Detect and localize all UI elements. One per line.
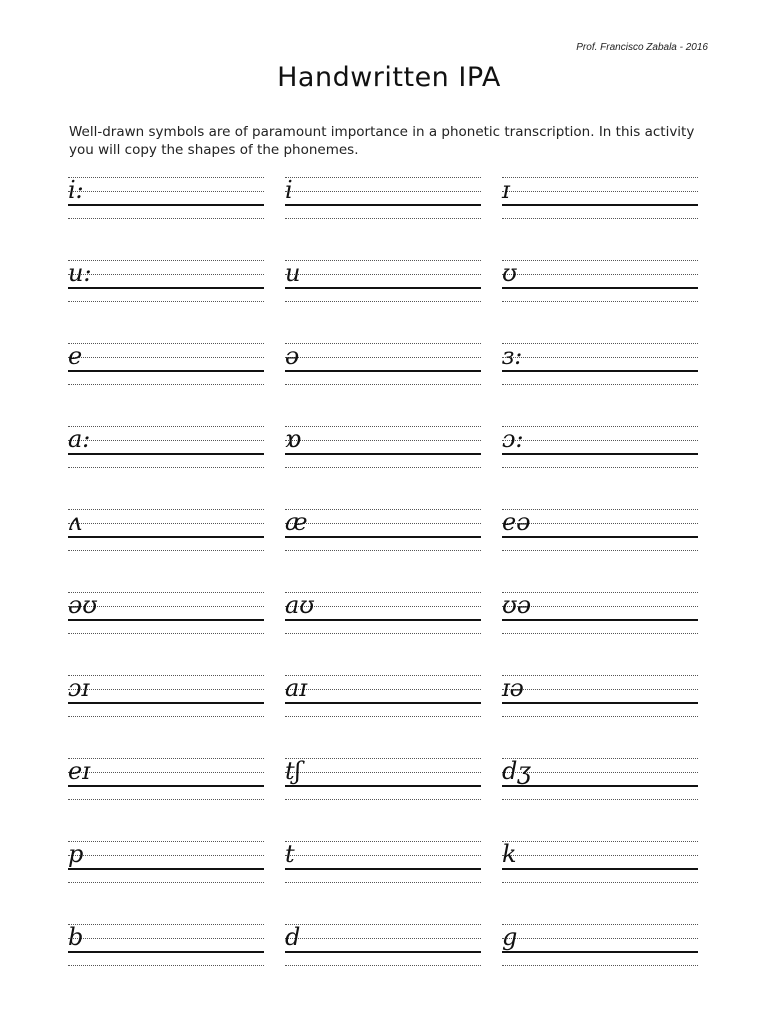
ipa-symbol: ɔɪ	[68, 674, 90, 702]
ipa-symbol: æ	[285, 508, 308, 536]
guide-rule	[68, 716, 264, 717]
ipa-symbol: g	[502, 923, 518, 951]
practice-cell[interactable]	[502, 177, 698, 223]
baseline-rule	[68, 702, 264, 704]
guide-rule	[502, 938, 698, 939]
baseline-rule	[502, 287, 698, 289]
baseline-rule	[502, 785, 698, 787]
baseline-rule	[502, 370, 698, 372]
baseline-rule	[285, 951, 481, 953]
guide-rule	[502, 689, 698, 690]
guide-rule	[68, 357, 264, 358]
guide-rule	[285, 191, 481, 192]
ipa-symbol: i:	[68, 176, 84, 204]
practice-cell[interactable]	[68, 343, 264, 389]
guide-rule	[68, 426, 264, 427]
guide-rule	[68, 509, 264, 510]
guide-rule	[68, 550, 264, 551]
practice-cell[interactable]	[502, 343, 698, 389]
ipa-symbol: ɜ:	[502, 342, 523, 370]
guide-rule	[502, 882, 698, 883]
guide-rule	[502, 592, 698, 593]
guide-rule	[502, 177, 698, 178]
guide-rule	[68, 260, 264, 261]
baseline-rule	[502, 536, 698, 538]
ipa-symbol: ʊə	[502, 591, 532, 619]
guide-rule	[502, 799, 698, 800]
guide-rule	[502, 274, 698, 275]
guide-rule	[285, 841, 481, 842]
ipa-symbol: tʃ	[285, 757, 302, 785]
guide-rule	[502, 301, 698, 302]
ipa-symbol: ʊ	[502, 259, 517, 287]
guide-rule	[502, 467, 698, 468]
ipa-symbol: t	[285, 840, 295, 868]
guide-rule	[285, 606, 481, 607]
guide-rule	[285, 467, 481, 468]
instructions-paragraph: Well-drawn symbols are of paramount importance in a phonetic transcription. In this activity you will copy the shapes of the phonemes.	[69, 124, 695, 158]
practice-cell[interactable]	[285, 509, 481, 555]
ipa-symbol: ʌ	[68, 508, 82, 536]
ipa-symbol: k	[502, 840, 517, 868]
guide-rule	[285, 343, 481, 344]
baseline-rule	[68, 785, 264, 787]
ipa-symbol: p	[68, 840, 84, 868]
guide-rule	[285, 550, 481, 551]
practice-cell[interactable]	[502, 592, 698, 638]
baseline-rule	[68, 619, 264, 621]
ipa-symbol: əʊ	[68, 591, 98, 619]
guide-rule	[285, 924, 481, 925]
guide-rule	[285, 218, 481, 219]
guide-rule	[502, 675, 698, 676]
practice-cell[interactable]	[502, 675, 698, 721]
ipa-symbol: eɪ	[68, 757, 90, 785]
guide-rule	[68, 301, 264, 302]
guide-rule	[502, 758, 698, 759]
guide-rule	[285, 675, 481, 676]
guide-rule	[68, 384, 264, 385]
guide-rule	[502, 509, 698, 510]
guide-rule	[502, 218, 698, 219]
baseline-rule	[502, 453, 698, 455]
practice-cell[interactable]	[285, 675, 481, 721]
guide-rule	[502, 357, 698, 358]
baseline-rule	[502, 868, 698, 870]
guide-rule	[502, 841, 698, 842]
guide-rule	[68, 675, 264, 676]
practice-cell[interactable]	[502, 260, 698, 306]
guide-rule	[285, 426, 481, 427]
guide-rule	[285, 260, 481, 261]
page-title: Handwritten IPA	[277, 62, 501, 93]
guide-rule	[68, 177, 264, 178]
practice-cell[interactable]	[68, 426, 264, 472]
ipa-symbol: ɒ	[285, 425, 302, 453]
practice-cell[interactable]	[285, 426, 481, 472]
ipa-symbol: u:	[68, 259, 92, 287]
guide-rule	[502, 924, 698, 925]
guide-rule	[502, 426, 698, 427]
guide-rule	[285, 772, 481, 773]
baseline-rule	[68, 951, 264, 953]
ipa-symbol: ə	[285, 342, 300, 370]
guide-rule	[285, 938, 481, 939]
guide-rule	[68, 218, 264, 219]
ipa-symbol: d	[285, 923, 301, 951]
practice-cell[interactable]	[502, 758, 698, 804]
practice-cell[interactable]	[68, 675, 264, 721]
practice-cell[interactable]	[68, 758, 264, 804]
practice-cell[interactable]	[285, 841, 481, 887]
baseline-rule	[285, 619, 481, 621]
guide-rule	[502, 260, 698, 261]
guide-rule	[502, 965, 698, 966]
guide-rule	[502, 191, 698, 192]
guide-rule	[68, 841, 264, 842]
ipa-symbol: aɪ	[285, 674, 307, 702]
guide-rule	[502, 343, 698, 344]
guide-rule	[502, 716, 698, 717]
guide-rule	[285, 716, 481, 717]
guide-rule	[68, 689, 264, 690]
guide-rule	[285, 689, 481, 690]
guide-rule	[68, 343, 264, 344]
ipa-symbol: aʊ	[285, 591, 315, 619]
baseline-rule	[68, 868, 264, 870]
guide-rule	[285, 799, 481, 800]
baseline-rule	[285, 287, 481, 289]
ipa-symbol: e	[68, 342, 83, 370]
practice-cell[interactable]	[68, 509, 264, 555]
guide-rule	[285, 758, 481, 759]
practice-cell[interactable]	[502, 509, 698, 555]
practice-cell[interactable]	[68, 592, 264, 638]
baseline-rule	[502, 204, 698, 206]
guide-rule	[285, 882, 481, 883]
guide-rule	[285, 523, 481, 524]
guide-rule	[502, 606, 698, 607]
guide-rule	[285, 592, 481, 593]
guide-rule	[285, 509, 481, 510]
baseline-rule	[68, 453, 264, 455]
baseline-rule	[285, 536, 481, 538]
guide-rule	[502, 855, 698, 856]
practice-cell[interactable]	[502, 426, 698, 472]
ipa-symbol: ɔ:	[502, 425, 524, 453]
guide-rule	[502, 772, 698, 773]
guide-rule	[68, 467, 264, 468]
baseline-rule	[285, 370, 481, 372]
guide-rule	[285, 855, 481, 856]
guide-rule	[502, 384, 698, 385]
guide-rule	[285, 440, 481, 441]
guide-rule	[68, 274, 264, 275]
guide-rule	[68, 633, 264, 634]
guide-rule	[68, 772, 264, 773]
baseline-rule	[285, 204, 481, 206]
baseline-rule	[68, 536, 264, 538]
ipa-symbol: a:	[68, 425, 91, 453]
practice-cell[interactable]	[285, 343, 481, 389]
baseline-rule	[502, 951, 698, 953]
guide-rule	[68, 799, 264, 800]
guide-rule	[68, 938, 264, 939]
practice-cell[interactable]	[285, 177, 481, 223]
ipa-symbol: u	[285, 259, 301, 287]
guide-rule	[68, 523, 264, 524]
practice-cell[interactable]	[68, 260, 264, 306]
ipa-symbol: eə	[502, 508, 531, 536]
guide-rule	[502, 550, 698, 551]
baseline-rule	[502, 702, 698, 704]
guide-rule	[285, 301, 481, 302]
guide-rule	[68, 592, 264, 593]
practice-cell[interactable]	[68, 924, 264, 970]
baseline-rule	[285, 868, 481, 870]
practice-cell[interactable]	[502, 924, 698, 970]
author-credit: Prof. Francisco Zabala - 2016	[576, 42, 708, 53]
guide-rule	[68, 606, 264, 607]
guide-rule	[285, 633, 481, 634]
guide-rule	[68, 440, 264, 441]
guide-rule	[285, 274, 481, 275]
baseline-rule	[68, 287, 264, 289]
guide-rule	[68, 191, 264, 192]
baseline-rule	[502, 619, 698, 621]
guide-rule	[68, 758, 264, 759]
practice-cell[interactable]	[68, 177, 264, 223]
practice-cell[interactable]	[285, 924, 481, 970]
guide-rule	[285, 177, 481, 178]
guide-rule	[502, 633, 698, 634]
baseline-rule	[68, 204, 264, 206]
ipa-symbol: ɪ	[502, 176, 510, 204]
practice-cell[interactable]	[285, 758, 481, 804]
practice-cell[interactable]	[502, 841, 698, 887]
practice-cell[interactable]	[68, 841, 264, 887]
guide-rule	[285, 357, 481, 358]
baseline-rule	[285, 785, 481, 787]
guide-rule	[285, 965, 481, 966]
guide-rule	[68, 882, 264, 883]
ipa-symbol: dʒ	[502, 757, 531, 785]
guide-rule	[502, 440, 698, 441]
guide-rule	[68, 965, 264, 966]
ipa-symbol: b	[68, 923, 84, 951]
guide-rule	[502, 523, 698, 524]
guide-rule	[68, 924, 264, 925]
ipa-symbol: ɪə	[502, 674, 524, 702]
ipa-symbol: i	[285, 176, 293, 204]
practice-cell[interactable]	[285, 260, 481, 306]
baseline-rule	[285, 453, 481, 455]
baseline-rule	[285, 702, 481, 704]
guide-rule	[285, 384, 481, 385]
guide-rule	[68, 855, 264, 856]
baseline-rule	[68, 370, 264, 372]
practice-cell[interactable]	[285, 592, 481, 638]
